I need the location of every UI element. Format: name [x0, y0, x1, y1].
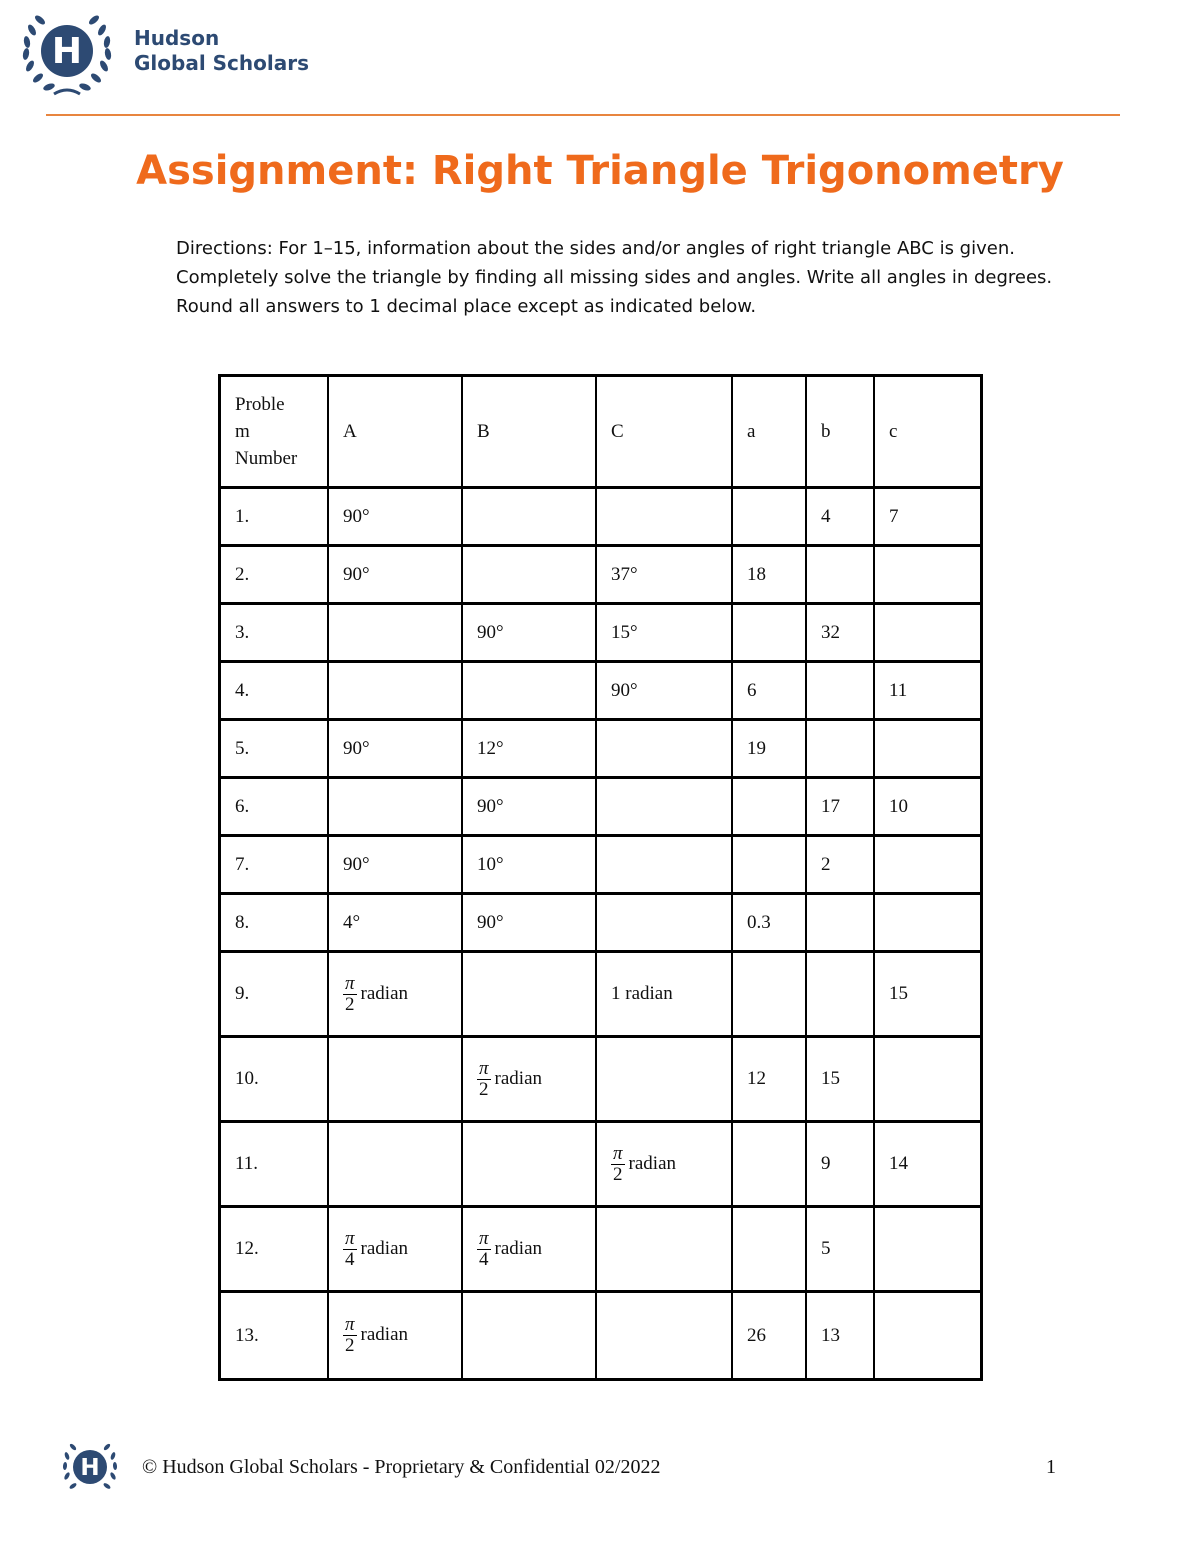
cell-problem-number: 1.	[221, 489, 329, 547]
fraction	[611, 1144, 625, 1185]
cell-problem-number: 2.	[221, 547, 329, 605]
cell-angle-C: 37°	[597, 547, 733, 605]
header-cell-side-c: c	[875, 377, 980, 489]
cell-side-c: 7	[875, 489, 980, 547]
cell-side-b: 13	[807, 1293, 875, 1378]
header-cell-angle-C: C	[597, 377, 733, 489]
cell-angle-B: 90°	[463, 895, 597, 953]
table-header-row	[221, 377, 980, 489]
cell-problem-number: 5.	[221, 721, 329, 779]
cell-side-c: 11	[875, 663, 980, 721]
cell-angle-B	[463, 1293, 597, 1378]
unit-label: radian	[494, 1237, 543, 1259]
cell-side-a	[733, 1123, 807, 1208]
header-cell-side-b: b	[807, 377, 875, 489]
cell-problem-number: 7.	[221, 837, 329, 895]
cell-side-c: 15	[875, 953, 980, 1038]
unit-label: radian	[360, 1237, 409, 1259]
cell-side-b	[807, 663, 875, 721]
cell-problem-number: 11.	[221, 1123, 329, 1208]
cell-side-b	[807, 547, 875, 605]
fraction	[343, 1229, 357, 1270]
cell-problem-number: 10.	[221, 1038, 329, 1123]
cell-angle-C	[597, 779, 733, 837]
cell-side-b: 15	[807, 1038, 875, 1123]
cell-angle-C: 90°	[597, 663, 733, 721]
fraction-denominator: 2	[613, 1163, 623, 1185]
cell-angle-B	[463, 1123, 597, 1208]
cell-side-c	[875, 895, 980, 953]
cell-side-a	[733, 953, 807, 1038]
cell-side-c: 14	[875, 1123, 980, 1208]
header-cell-problem-number	[221, 377, 329, 489]
cell-angle-B	[463, 547, 597, 605]
cell-angle-A	[329, 1208, 463, 1293]
page-title: Assignment: Right Triangle Trigonometry	[136, 148, 1064, 194]
table-row	[221, 605, 980, 663]
cell-angle-A: 90°	[329, 721, 463, 779]
cell-side-c	[875, 837, 980, 895]
fraction-denominator: 2	[479, 1078, 489, 1100]
table-row	[221, 895, 980, 953]
cell-problem-number: 8.	[221, 895, 329, 953]
cell-side-a	[733, 837, 807, 895]
unit-label: radian	[360, 982, 409, 1004]
brand-line-1: Hudson	[134, 26, 220, 50]
brand-name	[134, 26, 309, 76]
fraction-numerator: π	[479, 1227, 489, 1249]
fraction-numerator: π	[479, 1057, 489, 1079]
cell-angle-A	[329, 663, 463, 721]
cell-side-c	[875, 721, 980, 779]
fraction-numerator: π	[345, 1314, 355, 1335]
header-line: m	[235, 421, 250, 442]
problem-table	[218, 374, 983, 1381]
cell-angle-B	[463, 953, 597, 1038]
directions-text: Directions: For 1–15, information about the sides and/or angles of right triangle ABC is given. Completely solve the triangle by finding all missing sides and angles. Write all angles in degrees. Round all answers to 1 decimal place except as indicated below.	[176, 238, 1053, 317]
brand-line-2: Global Scholars	[134, 51, 309, 75]
fraction-denominator: 2	[345, 993, 355, 1015]
table-row	[221, 779, 980, 837]
cell-problem-number: 3.	[221, 605, 329, 663]
table-row	[221, 1038, 980, 1123]
table-row	[221, 547, 980, 605]
cell-side-b	[807, 953, 875, 1038]
cell-angle-C: 1 radian	[597, 953, 733, 1038]
cell-angle-C	[597, 721, 733, 779]
cell-problem-number: 9.	[221, 953, 329, 1038]
table-row	[221, 953, 980, 1038]
cell-problem-number: 13.	[221, 1293, 329, 1378]
cell-angle-C	[597, 1038, 733, 1123]
cell-side-a: 0.3	[733, 895, 807, 953]
cell-angle-A	[329, 1038, 463, 1123]
cell-angle-A: 90°	[329, 547, 463, 605]
cell-side-b: 32	[807, 605, 875, 663]
cell-side-a	[733, 779, 807, 837]
fraction-denominator: 2	[345, 1335, 355, 1356]
svg-text:H: H	[80, 1455, 100, 1481]
cell-angle-A	[329, 605, 463, 663]
fraction-numerator: π	[345, 972, 355, 994]
cell-angle-C	[597, 1293, 733, 1378]
cell-side-a: 19	[733, 721, 807, 779]
cell-side-a	[733, 489, 807, 547]
fraction	[343, 1315, 357, 1356]
cell-angle-C	[597, 837, 733, 895]
cell-problem-number: 4.	[221, 663, 329, 721]
table-row	[221, 1208, 980, 1293]
cell-angle-C	[597, 1208, 733, 1293]
fraction-denominator: 4	[345, 1248, 355, 1270]
cell-side-b	[807, 721, 875, 779]
cell-angle-C	[597, 489, 733, 547]
cell-side-c	[875, 605, 980, 663]
table-body	[221, 377, 980, 1378]
cell-angle-B: 10°	[463, 837, 597, 895]
cell-side-b: 2	[807, 837, 875, 895]
table-row	[221, 1293, 980, 1378]
fraction	[477, 1229, 491, 1270]
cell-side-a	[733, 605, 807, 663]
fraction	[477, 1059, 491, 1100]
table-row	[221, 721, 980, 779]
table-row	[221, 1123, 980, 1208]
cell-angle-B: 90°	[463, 605, 597, 663]
table-row	[221, 837, 980, 895]
cell-side-b: 5	[807, 1208, 875, 1293]
cell-angle-A	[329, 1123, 463, 1208]
cell-angle-B: 90°	[463, 779, 597, 837]
header-line: Number	[235, 448, 298, 469]
cell-angle-B	[463, 1038, 597, 1123]
cell-side-c	[875, 1208, 980, 1293]
cell-problem-number: 12.	[221, 1208, 329, 1293]
cell-angle-A: 90°	[329, 837, 463, 895]
cell-angle-B	[463, 1208, 597, 1293]
header-line: Proble	[235, 394, 285, 415]
cell-angle-C	[597, 1123, 733, 1208]
cell-angle-A	[329, 953, 463, 1038]
cell-side-c	[875, 547, 980, 605]
fraction-denominator: 4	[479, 1248, 489, 1270]
cell-side-a: 26	[733, 1293, 807, 1378]
footer-copyright: © Hudson Global Scholars - Proprietary & Confidential 02/2022	[142, 1456, 661, 1478]
fraction	[343, 974, 357, 1015]
cell-side-c	[875, 1293, 980, 1378]
cell-angle-A: 90°	[329, 489, 463, 547]
cell-angle-A	[329, 779, 463, 837]
cell-side-a: 18	[733, 547, 807, 605]
header-cell-angle-A: A	[329, 377, 463, 489]
cell-side-a: 12	[733, 1038, 807, 1123]
page-number: 1	[1046, 1456, 1056, 1478]
fraction-numerator: π	[345, 1227, 355, 1249]
cell-side-b: 4	[807, 489, 875, 547]
unit-label: radian	[360, 1323, 409, 1345]
header-cell-side-a: a	[733, 377, 807, 489]
cell-side-b: 9	[807, 1123, 875, 1208]
cell-angle-B	[463, 663, 597, 721]
table-row	[221, 489, 980, 547]
cell-side-a	[733, 1208, 807, 1293]
cell-angle-B: 12°	[463, 721, 597, 779]
svg-text:H: H	[51, 31, 83, 72]
fraction-numerator: π	[613, 1142, 623, 1164]
table-row	[221, 663, 980, 721]
hudson-laurel-logo	[14, 6, 120, 102]
header-cell-angle-B: B	[463, 377, 597, 489]
cell-angle-C: 15°	[597, 605, 733, 663]
cell-problem-number: 6.	[221, 779, 329, 837]
cell-side-a: 6	[733, 663, 807, 721]
cell-side-c	[875, 1038, 980, 1123]
unit-label: radian	[494, 1067, 543, 1089]
cell-angle-B	[463, 489, 597, 547]
footer-logo	[58, 1436, 122, 1500]
cell-side-b	[807, 895, 875, 953]
cell-angle-A	[329, 1293, 463, 1378]
cell-side-c: 10	[875, 779, 980, 837]
cell-side-b: 17	[807, 779, 875, 837]
unit-label: radian	[628, 1152, 677, 1174]
cell-angle-A: 4°	[329, 895, 463, 953]
header-divider	[46, 114, 1120, 116]
cell-angle-C	[597, 895, 733, 953]
